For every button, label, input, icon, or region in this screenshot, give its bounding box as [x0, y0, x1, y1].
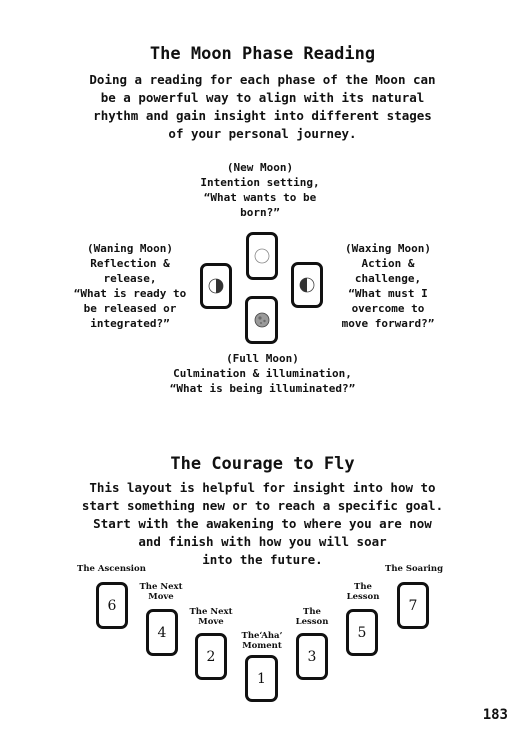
card-2 — [195, 633, 227, 680]
waning-moon-label: (Waning Moon) Reflection & release, “What is ready to be released or integrated?” — [73, 242, 187, 330]
moon-section-title: The Moon Phase Reading — [149, 44, 376, 64]
card-7-number: 7 — [408, 597, 418, 614]
full-moon-card — [245, 296, 278, 344]
new-moon-card — [246, 232, 278, 280]
card-1 — [245, 655, 278, 702]
moon-section-intro: Doing a reading for each phase of the Moon can be a powerful way to align with its natural rhythm and gain insight into different stages of your personal journey. — [89, 72, 436, 141]
label-lesson-2: The Lesson — [295, 607, 329, 627]
label-next-move-2: The Next Move — [189, 607, 233, 627]
waning-moon-card — [200, 263, 232, 309]
card-7 — [397, 582, 429, 629]
label-aha-moment: The‘Aha’ Moment — [241, 631, 283, 651]
page-number: 183 — [482, 707, 508, 723]
label-lesson-1: The Lesson — [346, 582, 380, 602]
full-moon-icon — [254, 312, 270, 328]
card-5 — [346, 609, 378, 656]
full-moon-label: (Full Moon) Culmination & illumination, “What is being illuminated?” — [169, 352, 356, 395]
card-6-number: 6 — [107, 597, 117, 614]
waxing-moon-label: (Waxing Moon) Action & challenge, “What must I overcome to move forward?” — [341, 242, 435, 330]
card-4 — [146, 609, 178, 656]
card-5-number: 5 — [357, 624, 367, 641]
courage-section-title: The Courage to Fly — [170, 454, 355, 474]
waxing-moon-icon — [299, 277, 315, 293]
card-2-number: 2 — [206, 648, 216, 665]
courage-section-intro: This layout is helpful for insight into how to start something new or to reach a specific goal. Start with the awakening to where you are now and finish with how you will soar into the future. — [81, 480, 444, 567]
card-6 — [96, 582, 128, 629]
waxing-moon-card — [291, 262, 323, 308]
waning-moon-icon — [208, 278, 224, 294]
card-4-number: 4 — [157, 624, 167, 641]
card-3 — [296, 633, 328, 680]
new-moon-icon — [254, 248, 270, 264]
new-moon-label: (New Moon) Intention setting, “What wants to be born?” — [200, 161, 320, 219]
label-soaring: The Soaring — [385, 564, 444, 574]
label-ascension: The Ascension — [77, 564, 146, 574]
label-next-move-1: The Next Move — [139, 582, 183, 602]
card-3-number: 3 — [307, 648, 317, 665]
card-1-number: 1 — [257, 670, 266, 687]
